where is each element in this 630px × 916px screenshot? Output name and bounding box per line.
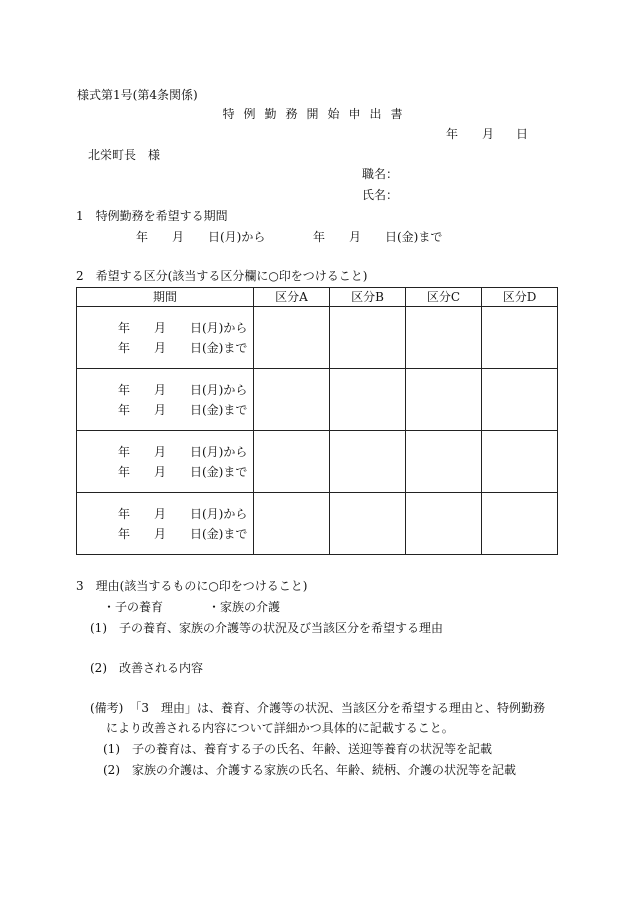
table-row xyxy=(77,307,558,369)
category-d-cell[interactable] xyxy=(482,369,558,431)
title-char: 例 xyxy=(243,107,256,121)
category-b-cell[interactable] xyxy=(330,307,406,369)
section3-heading: 3 理由(該当するものに○印をつけること) xyxy=(76,579,308,593)
title-char: 特 xyxy=(222,107,235,121)
period-from xyxy=(118,445,253,459)
period-year: 年 xyxy=(118,526,131,541)
category-b-cell[interactable] xyxy=(330,369,406,431)
addressee: 北栄町長 様 xyxy=(88,148,161,162)
remarks-note-1: (1) 子の養育は、養育する子の氏名、年齢、送迎等養育の状況等を記載 xyxy=(103,742,493,756)
category-a-cell[interactable] xyxy=(254,369,330,431)
reason-item-1: (1) 子の養育、家族の介護等の状況及び当該区分を希望する理由 xyxy=(90,621,444,635)
title-char: 申 xyxy=(348,107,361,121)
date-year-label: 年 xyxy=(446,127,459,141)
section1-to-month: 月 xyxy=(349,230,362,244)
period-day: 日(金)まで xyxy=(190,464,248,479)
period-year: 年 xyxy=(118,402,131,417)
period-month: 月 xyxy=(154,464,167,479)
table-row xyxy=(77,431,558,493)
period-to xyxy=(118,341,253,355)
period-cell xyxy=(77,431,254,493)
period-cell xyxy=(77,307,254,369)
category-c-cell[interactable] xyxy=(406,369,482,431)
section1-from-day: 日(月)から xyxy=(208,230,266,244)
category-c-cell[interactable] xyxy=(406,493,482,555)
category-a-cell[interactable] xyxy=(254,431,330,493)
period-month: 月 xyxy=(154,320,167,335)
section1-from-month: 月 xyxy=(172,230,185,244)
header-category-c: 区分C xyxy=(406,288,482,307)
title-char: 務 xyxy=(285,107,298,121)
title-char: 開 xyxy=(306,107,319,121)
category-d-cell[interactable] xyxy=(482,431,558,493)
period-year: 年 xyxy=(118,340,131,355)
period-year: 年 xyxy=(118,506,131,521)
period-cell xyxy=(77,493,254,555)
period-from xyxy=(118,507,253,521)
section1-to-year: 年 xyxy=(313,230,326,244)
period-year: 年 xyxy=(118,464,131,479)
remarks-line-2: により改善される内容について詳細かつ具体的に記載すること。 xyxy=(106,721,454,735)
period-from xyxy=(118,321,253,335)
period-month: 月 xyxy=(154,506,167,521)
period-month: 月 xyxy=(154,382,167,397)
reason-option-childcare[interactable]: ・子の養育 xyxy=(103,600,164,614)
header-period: 期間 xyxy=(77,288,254,307)
table-row xyxy=(77,369,558,431)
category-a-cell[interactable] xyxy=(254,493,330,555)
category-d-cell[interactable] xyxy=(482,493,558,555)
period-month: 月 xyxy=(154,340,167,355)
period-to xyxy=(118,465,253,479)
category-b-cell[interactable] xyxy=(330,431,406,493)
table-header-row xyxy=(77,288,558,307)
period-day: 日(金)まで xyxy=(190,526,248,541)
reason-item-2: (2) 改善される内容 xyxy=(90,661,203,675)
section2-heading: 2 希望する区分(該当する区分欄に○印をつけること) xyxy=(76,269,368,283)
reason-option-nursing-care[interactable]: ・家族の介護 xyxy=(208,600,281,614)
period-month: 月 xyxy=(154,402,167,417)
title-char: 出 xyxy=(369,107,382,121)
header-category-d: 区分D xyxy=(482,288,558,307)
period-cell xyxy=(77,369,254,431)
document-title xyxy=(218,108,407,120)
period-to xyxy=(118,403,253,417)
title-char: 書 xyxy=(390,107,403,121)
section1-heading: 1 特例勤務を希望する期間 xyxy=(76,209,228,223)
remarks-line-1: (備考) 「3 理由」は、養育、介護等の状況、当該区分を希望する理由と、特例勤務 xyxy=(90,701,546,715)
remarks-note-2: (2) 家族の介護は、介護する家族の氏名、年齢、続柄、介護の状況等を記載 xyxy=(103,763,517,777)
period-day: 日(月)から xyxy=(190,444,248,459)
position-label: 職名： xyxy=(362,167,399,181)
period-day: 日(月)から xyxy=(190,320,248,335)
table-row xyxy=(77,493,558,555)
period-from xyxy=(118,383,253,397)
period-day: 日(金)まで xyxy=(190,402,248,417)
period-year: 年 xyxy=(118,444,131,459)
category-d-cell[interactable] xyxy=(482,307,558,369)
category-a-cell[interactable] xyxy=(254,307,330,369)
period-day: 日(月)から xyxy=(190,506,248,521)
name-label: 氏名： xyxy=(362,188,399,202)
category-c-cell[interactable] xyxy=(406,431,482,493)
form-number: 様式第1号(第4条関係) xyxy=(77,88,198,102)
period-day: 日(金)まで xyxy=(190,340,248,355)
period-to xyxy=(118,527,253,541)
category-c-cell[interactable] xyxy=(406,307,482,369)
title-char: 勤 xyxy=(264,107,277,121)
section1-to-day: 日(金)まで xyxy=(385,230,443,244)
date-month-label: 月 xyxy=(482,127,495,141)
header-category-a: 区分A xyxy=(254,288,330,307)
header-category-b: 区分B xyxy=(330,288,406,307)
section1-from-year: 年 xyxy=(136,230,149,244)
period-year: 年 xyxy=(118,320,131,335)
category-b-cell[interactable] xyxy=(330,493,406,555)
period-month: 月 xyxy=(154,444,167,459)
preference-table xyxy=(76,287,558,555)
period-year: 年 xyxy=(118,382,131,397)
period-month: 月 xyxy=(154,526,167,541)
date-day-label: 日 xyxy=(516,127,529,141)
title-char: 始 xyxy=(327,107,340,121)
period-day: 日(月)から xyxy=(190,382,248,397)
